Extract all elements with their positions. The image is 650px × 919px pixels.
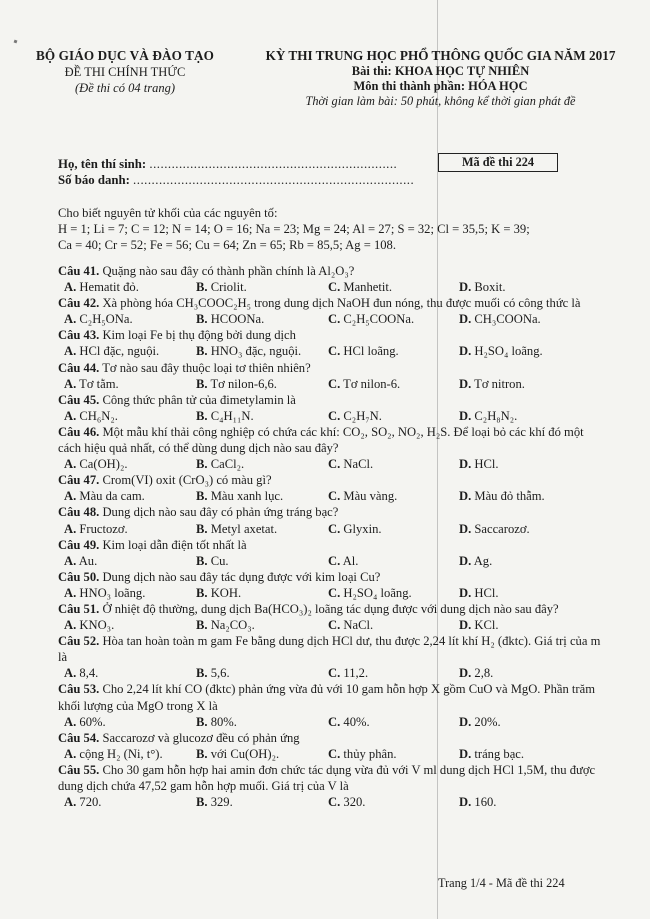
atomic-intro: Cho biết nguyên tử khối của các nguyên tố: [58, 206, 278, 220]
atomic-masses [58, 205, 603, 253]
answer-option: B. 5,6. [196, 666, 230, 681]
option-letter: C. [328, 312, 341, 327]
answer-option: A. CH₆N₂. [64, 408, 118, 423]
question-text: Hòa tan hoàn toàn m gam Fe bằng dung dịch HCl dư, thu được 2,24 lít khí H₂ (đktc). Giá trị của m là [58, 634, 601, 665]
option-letter: C. [328, 553, 341, 568]
answer-option: A. Tơ tằm. [64, 376, 119, 391]
option-letter: D. [459, 521, 472, 536]
question-block [58, 424, 606, 472]
answer-option: D. HCl. [459, 457, 499, 472]
option-letter: B. [196, 312, 208, 327]
option-letter: A. [64, 457, 77, 472]
option-letter: C. [328, 344, 341, 359]
answer-option: C. Glyxin. [328, 521, 382, 536]
option-letter: C. [328, 280, 341, 295]
option-letter: B. [196, 408, 208, 423]
answer-option: B. Criolit. [196, 280, 247, 295]
candidate-id-row [58, 172, 414, 188]
option-letter: B. [196, 457, 208, 472]
question-number: Câu 53. [58, 682, 100, 697]
question-block [58, 762, 606, 810]
question-text: Dung dịch nào sau đây tác dụng được với kim loại Cu? [102, 569, 381, 584]
question-block [58, 327, 606, 359]
candidate-name-label: Họ, tên thí sinh: [58, 157, 147, 171]
question-text: Tơ nào sau đây thuộc loại tơ thiên nhiên? [102, 360, 311, 375]
option-letter: A. [64, 312, 77, 327]
question-number: Câu 47. [58, 473, 100, 488]
header-left [20, 48, 230, 96]
question-number: Câu 48. [58, 505, 100, 520]
question-stem [58, 730, 606, 746]
exam-component: Môn thi thành phần: HÓA HỌC [353, 79, 528, 93]
exam-title: KỲ THI TRUNG HỌC PHỔ THÔNG QUỐC GIA NĂM 2017 [265, 48, 616, 63]
question-list [58, 263, 606, 810]
answer-option: D. tráng bạc. [459, 746, 525, 761]
option-letter: D. [459, 795, 472, 810]
exam-code-box: Mã đề thi 224 [438, 153, 558, 172]
option-letter: D. [459, 714, 472, 729]
question-stem [58, 633, 606, 665]
question-text: Ở nhiệt độ thường, dung dịch Ba(HCO₃)₂ loãng tác dụng được với dung dịch nào sau đây? [102, 601, 559, 616]
answer-option: D. Ag. [459, 553, 493, 568]
option-letter: B. [196, 746, 208, 761]
option-letter: B. [196, 618, 208, 633]
answer-option: D. H₂SO₄ loãng. [459, 344, 543, 359]
candidate-name-row [58, 156, 414, 172]
answer-option: D. CH₃COONa. [459, 312, 541, 327]
ministry-name: BỘ GIÁO DỤC VÀ ĐÀO TẠO [36, 48, 214, 63]
question-number: Câu 42. [58, 296, 100, 311]
answer-options [58, 311, 606, 327]
answer-options [58, 585, 606, 601]
answer-options [58, 553, 606, 569]
answer-option: B. C₄H₁₁N. [196, 408, 254, 423]
option-letter: A. [64, 344, 77, 359]
answer-option: C. C₂H₇N. [328, 408, 382, 423]
answer-option: A. 720. [64, 795, 102, 810]
option-letter: B. [196, 553, 208, 568]
answer-options [58, 376, 606, 392]
option-letter: D. [459, 585, 472, 600]
answer-options [58, 794, 606, 810]
page-count-note: (Đề thi có 04 trang) [75, 81, 175, 95]
question-block [58, 360, 606, 392]
question-stem [58, 762, 606, 794]
answer-option: A. Ca(OH)₂. [64, 457, 128, 472]
question-text: Công thức phân tử của đimetylamin là [102, 392, 296, 407]
option-letter: D. [459, 618, 472, 633]
question-number: Câu 43. [58, 328, 100, 343]
option-letter: C. [328, 521, 341, 536]
page-footer: Trang 1/4 - Mã đề thi 224 [438, 876, 565, 890]
answer-option: B. HCOONa. [196, 312, 265, 327]
answer-option: C. HCl loãng. [328, 344, 399, 359]
answer-option: C. Al. [328, 553, 359, 568]
answer-option: B. Metyl axetat. [196, 521, 278, 536]
answer-option: B. Màu xanh lục. [196, 489, 284, 504]
candidate-name-field: ................................................................... [149, 157, 398, 171]
question-stem [58, 681, 606, 713]
option-letter: B. [196, 280, 208, 295]
answer-option: A. Fructozơ. [64, 521, 128, 536]
question-stem [58, 504, 606, 520]
answer-option: A. 60%. [64, 714, 106, 729]
answer-option: B. với Cu(OH)₂. [196, 746, 280, 761]
question-stem [58, 327, 606, 343]
question-stem [58, 424, 606, 456]
option-letter: C. [328, 457, 341, 472]
question-text: Kim loại dẫn điện tốt nhất là [102, 537, 247, 552]
answer-option: A. HCl đặc, nguội. [64, 344, 160, 359]
option-letter: D. [459, 344, 472, 359]
question-stem [58, 537, 606, 553]
answer-option: B. Tơ nilon-6,6. [196, 376, 277, 391]
option-letter: C. [328, 489, 341, 504]
question-block [58, 633, 606, 681]
option-letter: D. [459, 312, 472, 327]
option-letter: D. [459, 457, 472, 472]
answer-option: D. 160. [459, 795, 497, 810]
answer-option: B. 329. [196, 795, 233, 810]
answer-option: B. CaCl₂. [196, 457, 245, 472]
answer-options [58, 714, 606, 730]
option-letter: A. [64, 746, 77, 761]
question-stem [58, 601, 606, 617]
question-block [58, 730, 606, 762]
answer-option: A. HNO₃ loãng. [64, 585, 146, 600]
option-letter: D. [459, 746, 472, 761]
answer-option: D. Saccarozơ. [459, 521, 530, 536]
answer-option: C. 320. [328, 795, 366, 810]
answer-options [58, 521, 606, 537]
question-text: Một mẫu khí thải công nghiệp có chứa các khí: CO₂, SO₂, NO₂, H₂S. Để loại bỏ các khí đó một cách hiệu quả nhất, có thể dùng dung dịch nào sau đây? [58, 424, 584, 456]
option-letter: A. [64, 714, 77, 729]
option-letter: A. [64, 795, 77, 810]
answer-option: A. 8,4. [64, 666, 99, 681]
option-letter: D. [459, 666, 472, 681]
option-letter: C. [328, 585, 341, 600]
option-letter: A. [64, 376, 77, 391]
option-letter: B. [196, 344, 208, 359]
option-letter: C. [328, 408, 341, 423]
question-block [58, 392, 606, 424]
answer-option: C. NaCl. [328, 618, 374, 633]
question-block [58, 601, 606, 633]
candidate-id-field: ............................................................................ [133, 173, 415, 187]
question-stem [58, 360, 606, 376]
answer-option: D. HCl. [459, 585, 499, 600]
option-letter: C. [328, 795, 341, 810]
exam-time: Thời gian làm bài: 50 phút, không kể thời gian phát đề [305, 94, 576, 108]
option-letter: B. [196, 795, 208, 810]
answer-option: D. Màu đỏ thẫm. [459, 489, 545, 504]
atomic-line-1: H = 1; Li = 7; C = 12; N = 14; O = 16; Na = 23; Mg = 24; Al = 27; S = 32; Cl = 35,5; K = 39; [58, 222, 530, 236]
answer-option: A. Hematit đỏ. [64, 280, 139, 295]
question-block [58, 537, 606, 569]
answer-option: C. C₂H₅COONa. [328, 312, 415, 327]
option-letter: D. [459, 376, 472, 391]
option-letter: B. [196, 489, 208, 504]
question-stem [58, 263, 606, 279]
answer-option: C. thủy phân. [328, 746, 397, 761]
answer-option: C. Tơ nilon-6. [328, 376, 401, 391]
answer-option: C. Manhetit. [328, 280, 393, 295]
exam-subject: Bài thi: KHOA HỌC TỰ NHIÊN [351, 64, 530, 78]
answer-options [58, 746, 606, 762]
answer-option: D. C₂H₈N₂. [459, 408, 518, 423]
answer-option: C. Màu vàng. [328, 489, 398, 504]
candidate-info [58, 156, 414, 188]
option-letter: D. [459, 489, 472, 504]
question-block [58, 504, 606, 536]
question-number: Câu 44. [58, 360, 100, 375]
option-letter: A. [64, 618, 77, 633]
option-letter: C. [328, 714, 341, 729]
answer-option: A. KNO₃. [64, 618, 115, 633]
question-block [58, 295, 606, 327]
question-number: Câu 52. [58, 634, 100, 649]
scan-speck [14, 40, 18, 44]
answer-option: C. NaCl. [328, 457, 374, 472]
question-number: Câu 51. [58, 601, 100, 616]
answer-option: A. C₂H₅ONa. [64, 312, 133, 327]
question-text: Xà phòng hóa CH₃COOC₂H₅ trong dung dịch NaOH đun nóng, thu được muối có công thức là [102, 296, 581, 311]
answer-option: A. Au. [64, 553, 98, 568]
option-letter: C. [328, 666, 341, 681]
answer-option: A. Màu da cam. [64, 489, 145, 504]
answer-option: B. 80%. [196, 714, 237, 729]
question-number: Câu 46. [58, 424, 100, 439]
question-number: Câu 50. [58, 569, 100, 584]
option-letter: D. [459, 280, 472, 295]
answer-option: B. KOH. [196, 585, 242, 600]
answer-option: D. Boxit. [459, 280, 506, 295]
question-number: Câu 41. [58, 264, 100, 278]
question-number: Câu 54. [58, 730, 100, 745]
question-stem [58, 392, 606, 408]
answer-option: D. Tơ nitron. [459, 376, 525, 391]
question-text: Kim loại Fe bị thụ động bởi dung dịch [102, 328, 296, 343]
answer-option: A. cộng H₂ (Ni, t°). [64, 746, 163, 761]
question-text: Crom(VI) oxit (CrO₃) có màu gì? [102, 473, 272, 488]
question-number: Câu 45. [58, 392, 100, 407]
question-stem [58, 295, 606, 311]
question-text: Cho 30 gam hỗn hợp hai amin đơn chức tác dụng vừa đủ với V ml dung dịch HCl 1,5M, thu được dung dịch chứa 47,52 gam hỗn hợp muối. Giá trị của V là [58, 762, 596, 793]
answer-options [58, 408, 606, 424]
option-letter: B. [196, 585, 208, 600]
question-text: Quặng nào sau đây có thành phần chính là Al₂O₃? [102, 264, 355, 278]
option-letter: A. [64, 521, 77, 536]
option-letter: B. [196, 666, 208, 681]
answer-options [58, 279, 606, 295]
option-letter: B. [196, 521, 208, 536]
answer-option: C. H₂SO₄ loãng. [328, 585, 412, 600]
answer-option: D. 2,8. [459, 666, 494, 681]
question-stem [58, 569, 606, 585]
option-letter: C. [328, 376, 341, 391]
answer-option: B. HNO₃ đặc, nguội. [196, 344, 302, 359]
option-letter: D. [459, 553, 472, 568]
question-text: Dung dịch nào sau đây có phản ứng tráng bạc? [102, 505, 339, 520]
question-text: Saccarozơ và glucozơ đều có phản ứng [102, 730, 300, 745]
atomic-line-2: Ca = 40; Cr = 52; Fe = 56; Cu = 64; Zn = 65; Rb = 85,5; Ag = 108. [58, 238, 396, 252]
question-block [58, 569, 606, 601]
question-number: Câu 49. [58, 537, 100, 552]
option-letter: B. [196, 376, 208, 391]
answer-option: D. KCl. [459, 618, 499, 633]
candidate-id-label: Số báo danh: [58, 173, 130, 187]
question-block [58, 263, 606, 295]
question-number: Câu 55. [58, 762, 100, 777]
header-right [243, 48, 638, 109]
option-letter: A. [64, 666, 77, 681]
question-block [58, 472, 606, 504]
answer-options [58, 456, 606, 472]
option-letter: C. [328, 618, 341, 633]
option-letter: A. [64, 553, 77, 568]
question-stem [58, 472, 606, 488]
answer-options [58, 617, 606, 633]
option-letter: A. [64, 489, 77, 504]
option-letter: D. [459, 408, 472, 423]
answer-option: B. Na₂CO₃. [196, 618, 255, 633]
answer-options [58, 343, 606, 359]
official-exam-label: ĐỀ THI CHÍNH THỨC [64, 65, 186, 79]
question-text: Cho 2,24 lít khí CO (đktc) phản ứng vừa đủ với 10 gam hỗn hợp X gồm CuO và MgO. Phần trăm khối lượng của MgO trong X là [58, 682, 596, 713]
option-letter: A. [64, 280, 77, 295]
option-letter: C. [328, 746, 341, 761]
answer-option: D. 20%. [459, 714, 501, 729]
answer-option: C. 11,2. [328, 666, 369, 681]
answer-option: B. Cu. [196, 553, 229, 568]
answer-options [58, 488, 606, 504]
question-block [58, 681, 606, 729]
answer-options [58, 665, 606, 681]
option-letter: A. [64, 408, 77, 423]
answer-option: C. 40%. [328, 714, 370, 729]
option-letter: B. [196, 714, 208, 729]
option-letter: A. [64, 585, 77, 600]
